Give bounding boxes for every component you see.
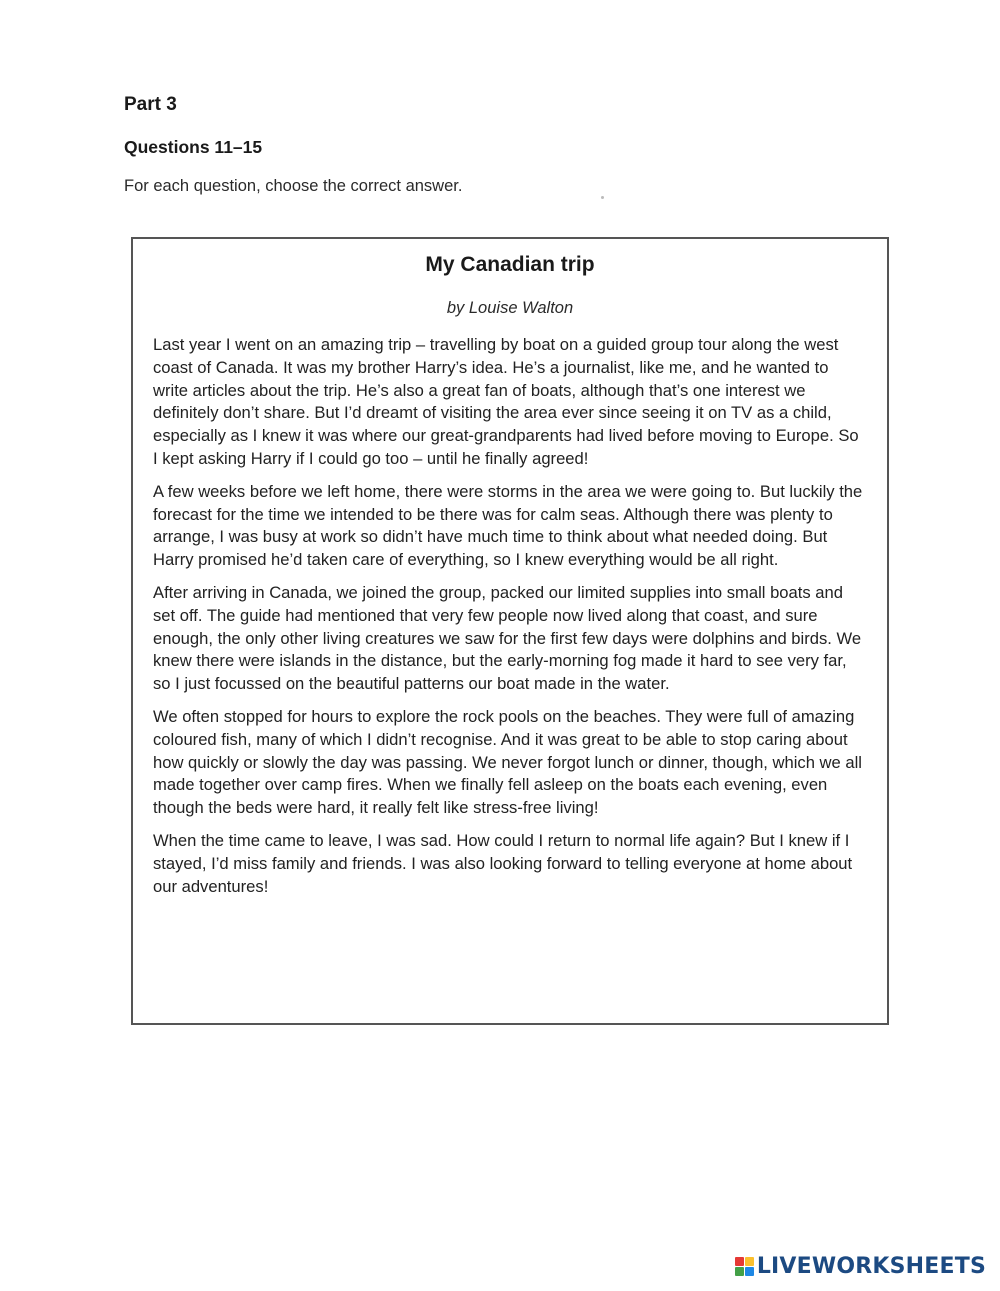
logo-block-yellow: [745, 1257, 754, 1266]
part-title: Part 3: [124, 94, 177, 115]
instruction-text: For each question, choose the correct answer.: [124, 177, 463, 195]
article-title: My Canadian trip: [425, 253, 595, 276]
logo-text: LIVEWORKSHEETS: [756, 1254, 986, 1279]
scan-speck: [601, 196, 604, 199]
article-body: [153, 334, 867, 898]
article-paragraph-2: A few weeks before we left home, there were storms in the area we were going to. But luckily the forecast for the time we intended to be there was for calm seas. Although there was plenty to arrange, I was busy at work so didn’t have much time to think about what needed doing. But Harry promised he’d taken care of everything, so I knew everything would be all right.: [153, 481, 863, 570]
article-box: [131, 237, 889, 1025]
article-paragraph-5: When the time came to leave, I was sad. How could I return to normal life again? But I knew if I stayed, I’d miss family and friends. I was also looking forward to telling everyone at home about our adventures!: [153, 830, 853, 896]
logo-block-green: [735, 1267, 744, 1276]
logo-blocks-icon: [735, 1257, 754, 1276]
article-paragraph-1: Last year I went on an amazing trip – travelling by boat on a guided group tour along the west coast of Canada. It was my brother Harry’s idea. He’s a journalist, like me, and he wanted to write articles about the trip. He’s also a great fan of boats, although that’s one interest we definitely don’t share. But I’d dreamt of visiting the area ever since seeing it on TV as a child, especially as I knew it was where our great-grandparents had lived before moving to Europe. So I kept asking Harry if I could go too – until he finally agreed!: [153, 335, 859, 468]
questions-range: Questions 11–15: [124, 137, 263, 157]
liveworksheets-logo[interactable]: [735, 1254, 986, 1279]
article-paragraph-3: After arriving in Canada, we joined the group, packed our limited supplies into small boats and set off. The guide had mentioned that very few people now lived along that coast, and sure enough, the only other living creatures we saw for the first few days were dolphins and birds. We knew there were islands in the distance, but the early-morning fog made it hard to see very far, so I just focussed on the beautiful patterns our boat made in the water.: [153, 582, 862, 694]
article-byline: by Louise Walton: [446, 299, 574, 317]
article-paragraph-4: We often stopped for hours to explore the rock pools on the beaches. They were full of amazing coloured fish, many of which I didn’t recognise. And it was great to be able to stop caring about how quickly or slowly the day was passing. We never forgot lunch or dinner, though, which we all made together over camp fires. When we finally fell asleep on the boats each evening, even though the beds were hard, it really felt like stress-free living!: [153, 706, 862, 818]
logo-block-red: [735, 1257, 744, 1266]
logo-block-blue: [745, 1267, 754, 1276]
